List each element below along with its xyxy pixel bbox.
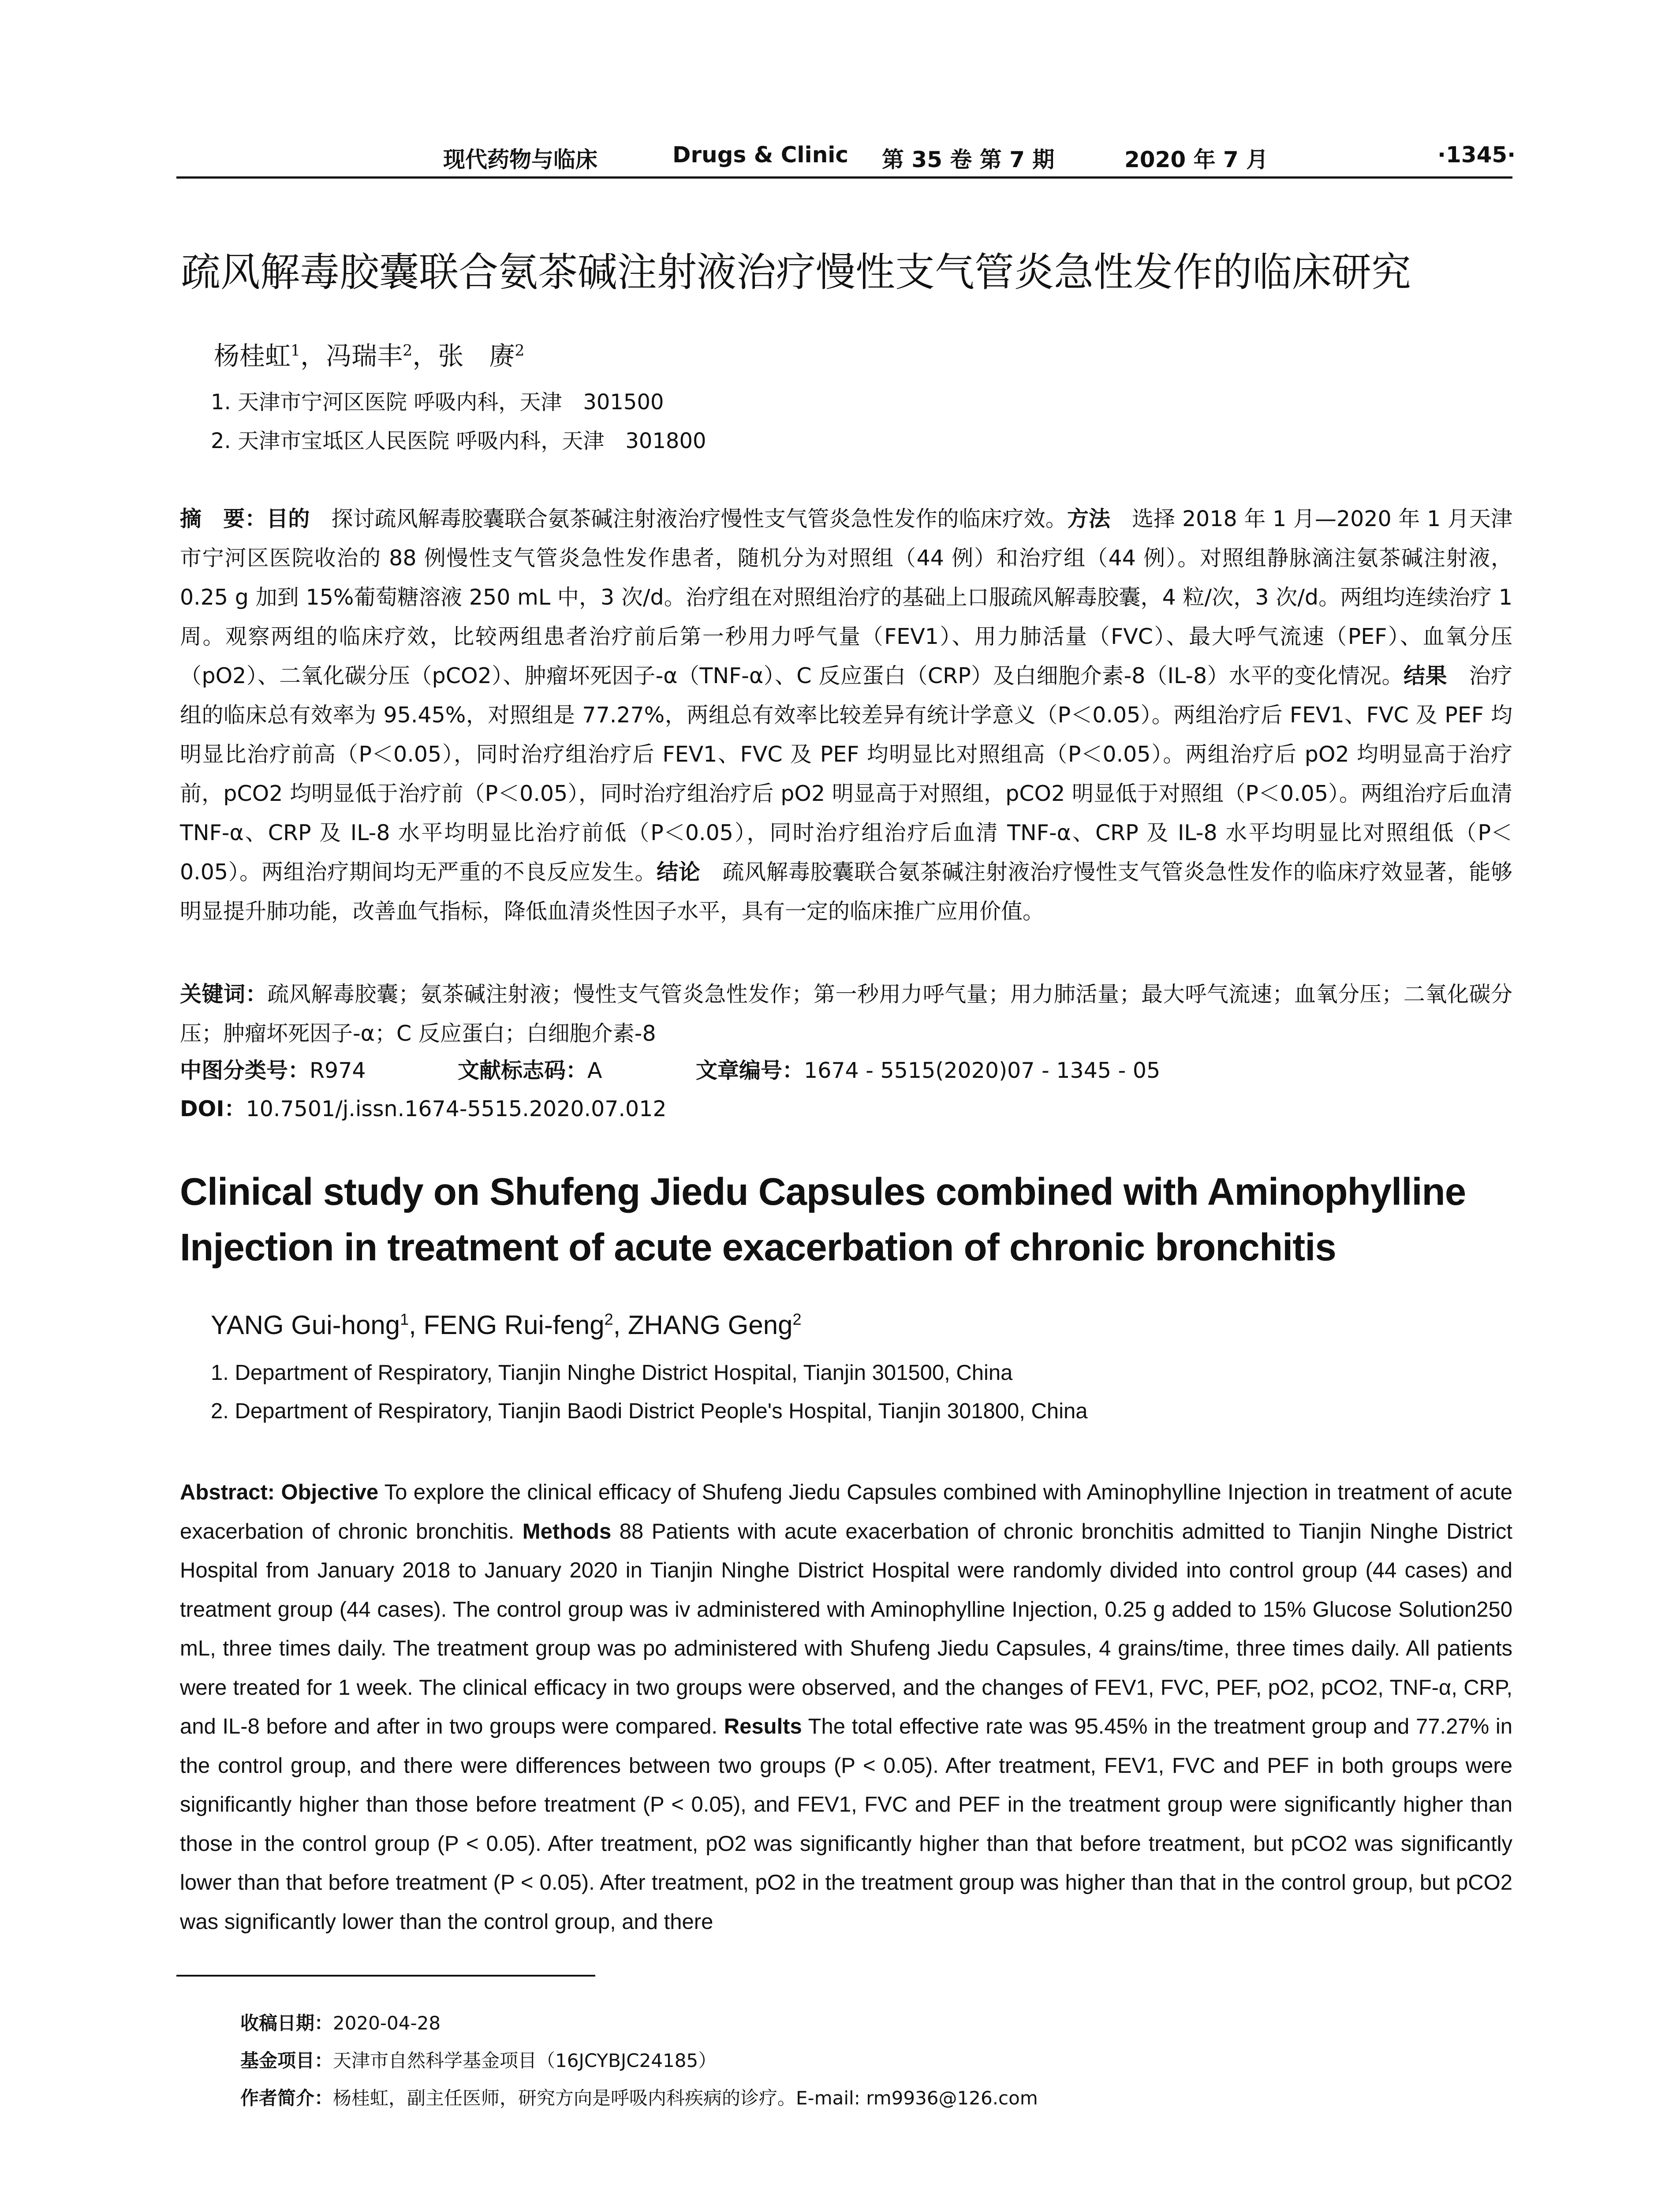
issue-date: 2020 年 7 月 (1124, 147, 1269, 172)
author-name: 张 赓 (438, 341, 515, 371)
author-name: ZHANG Geng (627, 1310, 793, 1340)
english-authors (211, 1305, 801, 1345)
author-affiliation-mark: 1 (291, 342, 301, 360)
conclusion-label: 结论 (657, 860, 701, 885)
objective-text: To explore the clinical efficacy of Shufeng Jiedu Capsules combined with Aminophylline Injection in treatment of acute exacerbation of chronic bronchitis. (180, 1480, 1512, 1544)
results-text: The total effective rate was 95.45% in the treatment group and 77.27% in the control group, and there were differences between two groups (P < 0.05). After treatment, FEV1, FVC and PEF in both groups were significantly higher than those before treatment (P < 0.05), and FEV1, FVC and PEF in the treatment group were significantly higher than those in the control group (P < 0.05). After treatment, pO2 was significantly higher than that before treatment, but pCO2 was significantly lower than that before treatment (P < 0.05). After treatment, pO2 in the treatment group was higher than that in the control group, but pCO2 was significantly lower than the control group, and there (180, 1715, 1512, 1934)
footnote-text: 杨桂虹，副主任医师，研究方向是呼吸内科疾病的诊疗。E-mail: rm9936@126.com (333, 2087, 1038, 2109)
chinese-affiliation: 2. 天津市宝坻区人民医院 呼吸内科，天津 301800 (211, 429, 706, 453)
volume-issue: 第 35 卷 第 7 期 (882, 147, 1055, 172)
document-code (458, 1051, 602, 1090)
classification-line (180, 1051, 1512, 1090)
clc-number (180, 1051, 366, 1090)
chinese-title: 疏风解毒胶囊联合氨茶碱注射液治疗慢性支气管炎急性发作的临床研究 (181, 249, 1411, 295)
conclusion-text: 疏风解毒胶囊联合氨茶碱注射液治疗慢性支气管炎急性发作的临床疗效显著，能够明显提升肺功能，改善血气指标，降低血清炎性因子水平，具有一定的临床推广应用价值。 (180, 860, 1512, 924)
author-separator: ， (412, 341, 438, 371)
author-separator: ， (300, 341, 326, 371)
author-name: 杨桂虹 (214, 341, 291, 371)
document-code-label: 文献标志码： (458, 1058, 588, 1083)
chinese-abstract (180, 499, 1512, 931)
article-number (696, 1051, 1160, 1090)
footnote-funding (240, 2042, 1038, 2079)
doi-line (180, 1089, 667, 1129)
footnote-text: 天津市自然科学基金项目（16JCYBJC24185） (333, 2050, 717, 2071)
methods-text: 选择 2018 年 1 月—2020 年 1 月天津市宁河区医院收治的 88 例慢性支气管炎急性发作患者，随机分为对照组（44 例）和治疗组（44 例）。对照组静脉滴注氨茶碱注射液，0.25 g 加到 15%葡萄糖溶液 250 mL 中，3 次/d。治疗组在对照组治疗的基础上口服疏风解毒胶囊，4 粒/次，3 次/d。两组均连续治疗 1 周。观察两组的临床疗效，比较两组患者治疗前后第一秒用力呼气量（FEV1）、用力肺活量（FVC）、最大呼气流速（PEF）、血氧分压（pO2）、二氧化碳分压（pCO2）、肿瘤坏死因子-α（TNF-α）、C 反应蛋白（CRP）及白细胞介素-8（IL-8）水平的变化情况。 (180, 506, 1512, 688)
document-code-value: A (587, 1058, 602, 1083)
objective-text: 探讨疏风解毒胶囊联合氨茶碱注射液治疗慢性支气管炎急性发作的临床疗效。 (310, 506, 1067, 531)
doi-value: 10.7501/j.issn.1674-5515.2020.07.012 (246, 1096, 667, 1121)
running-header (176, 140, 1516, 174)
english-affiliation: 2. Department of Respiratory, Tianjin Baodi District People's Hospital, Tianjin 301800, China (211, 1399, 1088, 1423)
english-abstract (180, 1473, 1512, 1941)
article-number-label: 文章编号： (696, 1058, 804, 1083)
methods-label: Methods (522, 1519, 612, 1544)
english-title: Clinical study on Shufeng Jiedu Capsules combined with Aminophylline Injection in treatment of acute exacerbation of chronic bronchitis (180, 1170, 1466, 1269)
author-name: FENG Rui-feng (423, 1310, 605, 1340)
results-label: 结果 (1404, 663, 1447, 688)
page-number: ·1345· (1437, 142, 1516, 168)
author-affiliation-mark: 2 (792, 1310, 802, 1328)
footnote-rule (176, 1975, 595, 1977)
abstract-label: 摘 要： (180, 506, 267, 531)
methods-text: 88 Patients with acute exacerbation of chronic bronchitis admitted to Tianjin Ninghe District Hospital from January 2018 to January 2020 in Tianjin Ninghe District Hospital were randomly divided into control group (44 cases) and treatment group (44 cases). The control group was iv administered with Aminophylline Injection, 0.25 g added to 15% Glucose Solution250 mL, three times daily. The treatment group was po administered with Shufeng Jiedu Capsules, 4 grains/time, three times daily. All patients were treated for 1 week. The clinical efficacy in two groups were observed, and the changes of FEV1, FVC, PEF, pO2, pCO2, TNF-α, CRP, and IL-8 before and after in two groups were compared. (180, 1519, 1512, 1738)
keywords-text: 疏风解毒胶囊；氨茶碱注射液；慢性支气管炎急性发作；第一秒用力呼气量；用力肺活量；最大呼气流速；血氧分压；二氧化碳分压；肿瘤坏死因子-α；C 反应蛋白；白细胞介素-8 (180, 982, 1512, 1046)
article-number-value: 1674 - 5515(2020)07 - 1345 - 05 (804, 1058, 1161, 1083)
chinese-keywords (180, 975, 1512, 1053)
author-affiliation-mark: 1 (400, 1310, 409, 1328)
results-text: 治疗组的临床总有效率为 95.45%，对照组是 77.27%，两组总有效率比较差异有统计学意义（P＜0.05）。两组治疗后 FEV1、FVC 及 PEF 均明显比治疗前高（P＜0.05），同时治疗组治疗后 FEV1、FVC 及 PEF 均明显比对照组高（P＜0.05）。两组治疗后 pO2 均明显高于治疗前，pCO2 均明显低于治疗前（P＜0.05），同时治疗组治疗后 pO2 明显高于对照组，pCO2 明显低于对照组（P＜0.05）。两组治疗后血清 TNF-α、CRP 及 IL-8 水平均明显比治疗前低（P＜0.05），同时治疗组治疗后血清 TNF-α、CRP 及 IL-8 水平均明显比对照组低（P＜0.05）。两组治疗期间均无严重的不良反应发生。 (180, 663, 1512, 885)
clc-value: R974 (310, 1058, 366, 1083)
objective-label: 目的 (266, 506, 310, 531)
footnote-label: 作者简介： (240, 2087, 333, 2109)
footnotes (240, 2004, 1038, 2117)
author-affiliation-mark: 2 (604, 1310, 613, 1328)
footnote-label: 基金项目： (240, 2050, 333, 2071)
author-separator: , (613, 1310, 628, 1340)
chinese-affiliation: 1. 天津市宁河区医院 呼吸内科，天津 301500 (211, 390, 664, 415)
author-affiliation-mark: 2 (515, 342, 525, 360)
objective-label: Objective (281, 1480, 379, 1504)
results-label: Results (724, 1715, 802, 1738)
author-affiliation-mark: 2 (403, 342, 413, 360)
footnote-received (240, 2004, 1038, 2042)
author-separator: , (409, 1310, 424, 1340)
doi-label: DOI： (180, 1096, 246, 1121)
footnote-label: 收稿日期： (240, 2012, 333, 2034)
methods-label: 方法 (1067, 506, 1111, 531)
journal-name-en: Drugs & Clinic (672, 142, 849, 168)
author-name: 冯瑞丰 (326, 341, 403, 371)
english-affiliation: 1. Department of Respiratory, Tianjin Ninghe District Hospital, Tianjin 301500, China (211, 1361, 1013, 1385)
footnote-text: 2020-04-28 (333, 2012, 441, 2034)
abstract-label: Abstract: (180, 1480, 275, 1504)
chinese-authors (214, 336, 525, 376)
journal-name-cn: 现代药物与临床 (443, 147, 597, 172)
header-rule (176, 176, 1512, 179)
author-name: YANG Gui-hong (211, 1310, 400, 1340)
keywords-label: 关键词： (180, 982, 268, 1007)
footnote-author-bio (240, 2079, 1038, 2117)
clc-label: 中图分类号： (180, 1058, 310, 1083)
